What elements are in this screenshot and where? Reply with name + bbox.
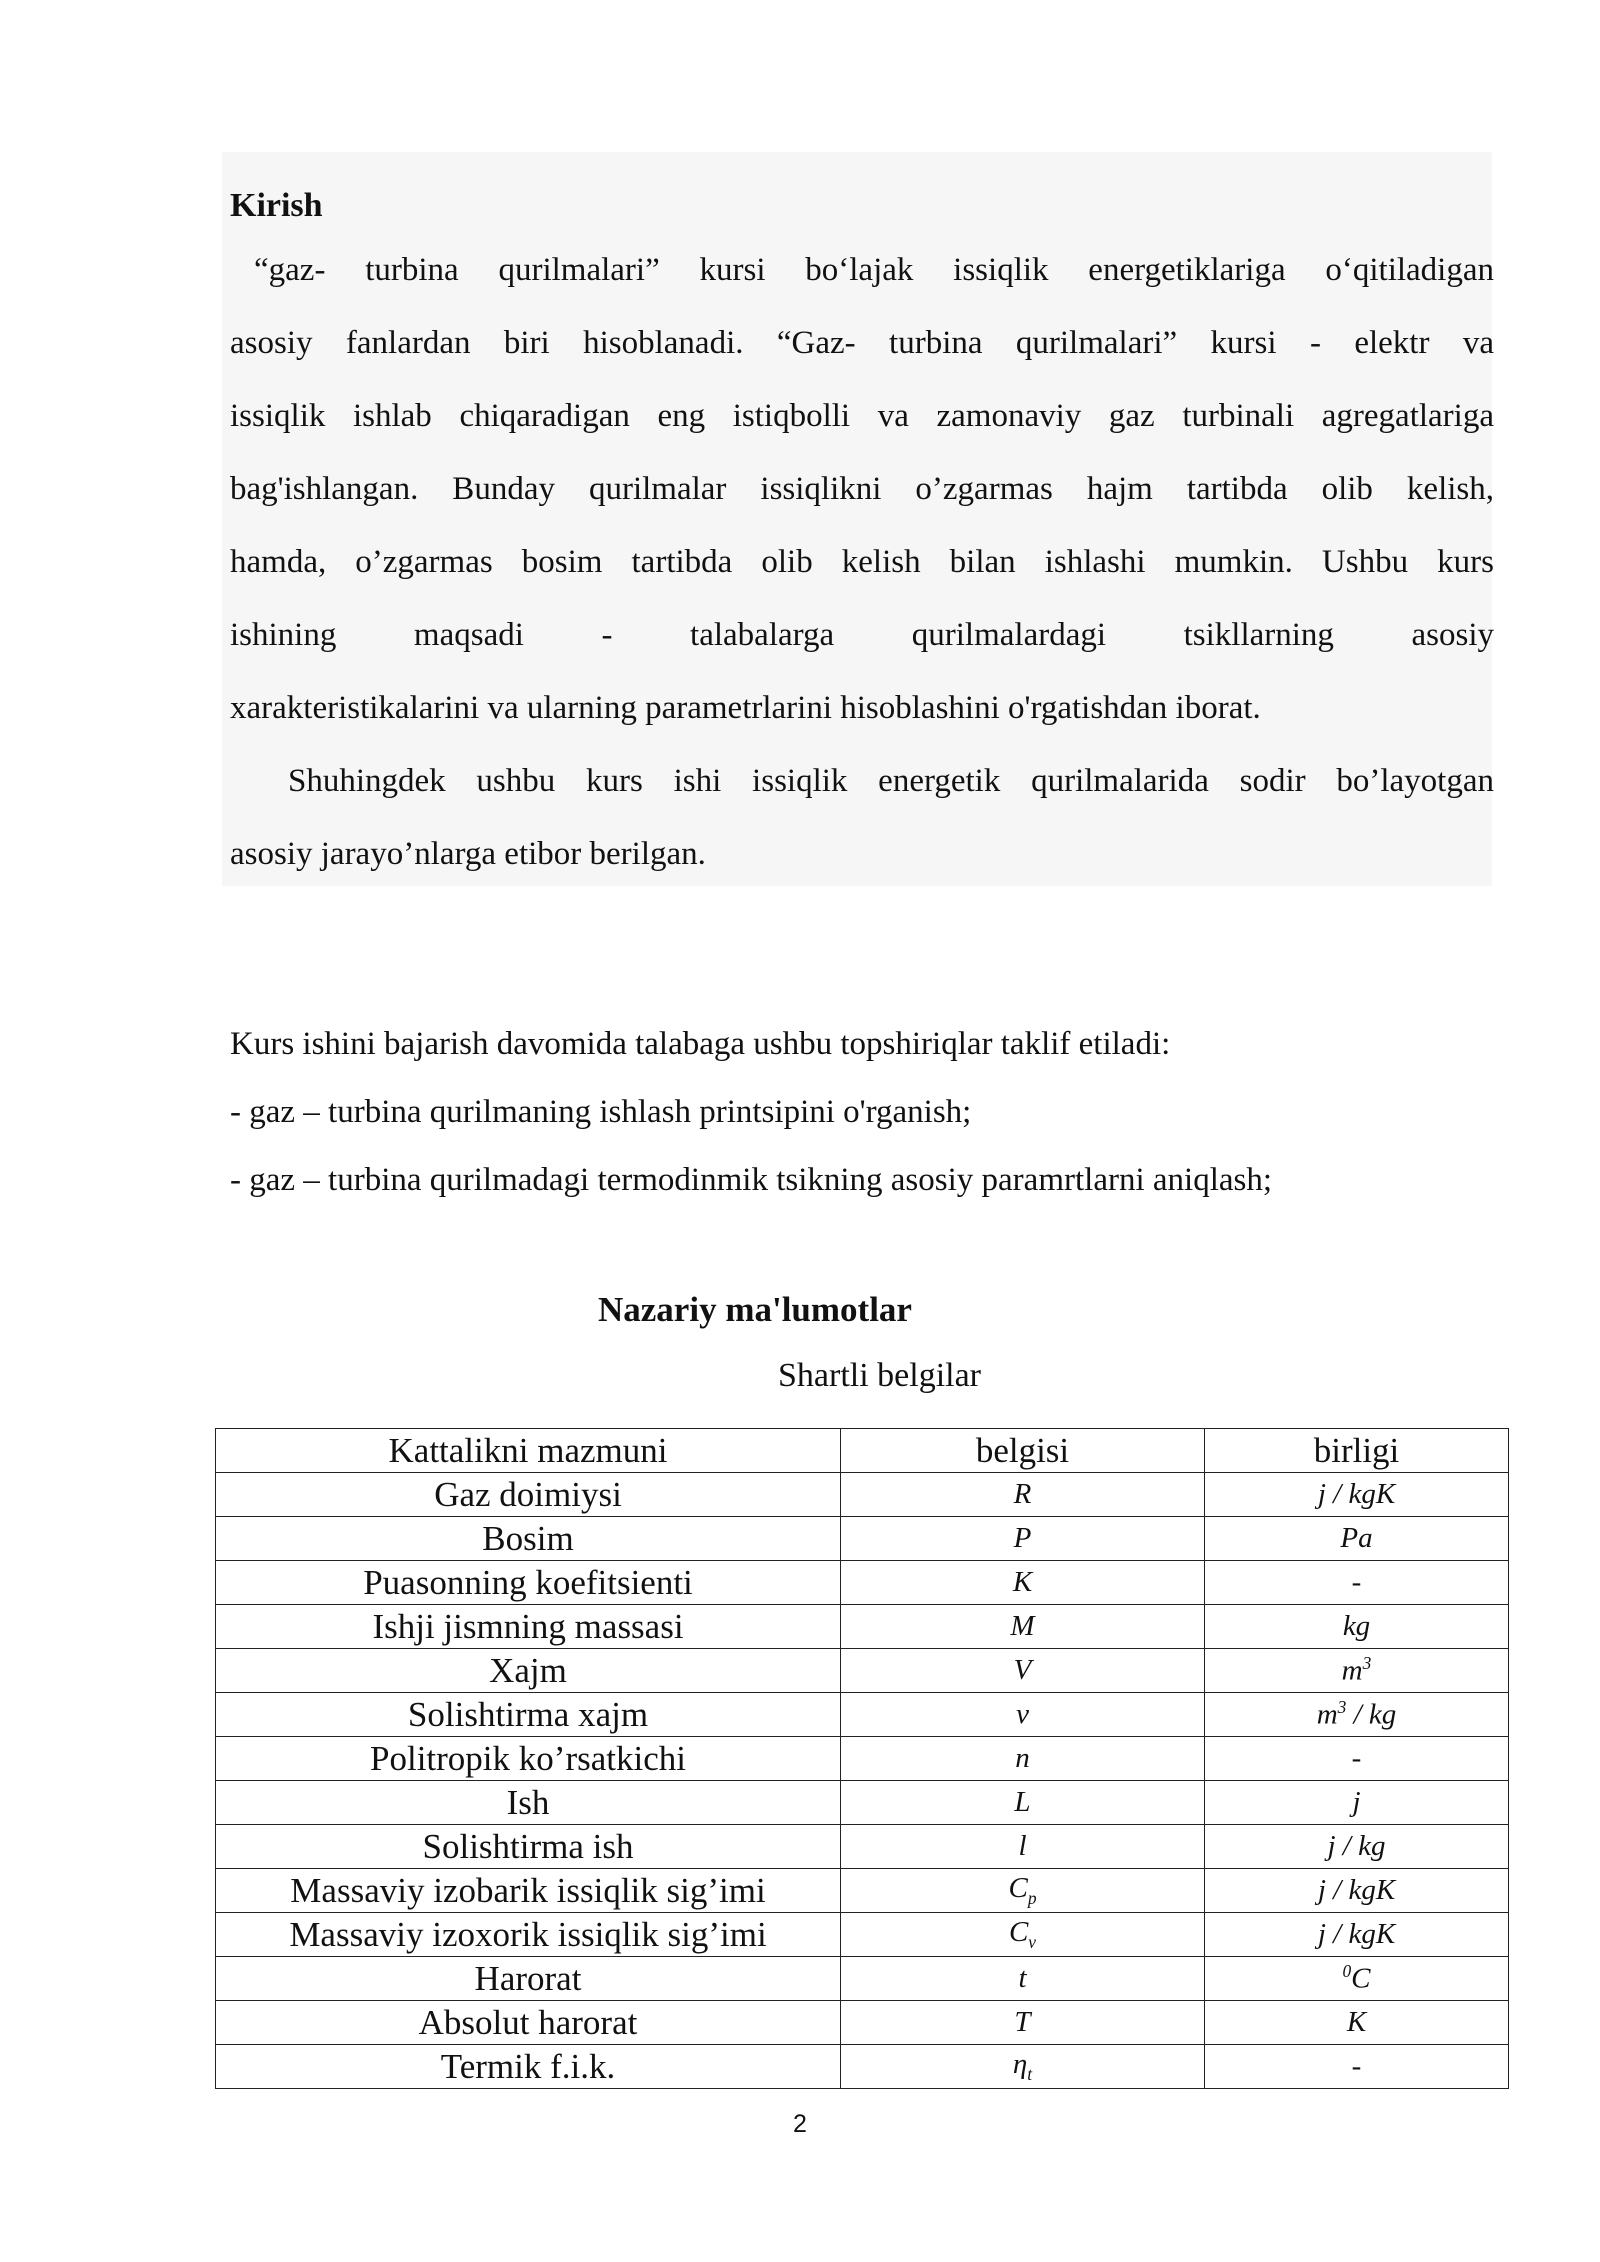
table-row <box>216 1561 1509 1605</box>
unit-cell <box>1205 1869 1509 1913</box>
symbols-table <box>215 1428 1509 2089</box>
symbol-cell <box>841 1781 1205 1825</box>
symbol-text: C <box>1008 1872 1028 1905</box>
unit-tail: / kg <box>1346 1698 1397 1731</box>
unit-cell <box>1205 1957 1509 2001</box>
symbol-text: η <box>1012 2048 1028 2081</box>
table-row <box>216 1781 1509 1825</box>
quantity-cell: Ish <box>216 1781 841 1825</box>
quantity-cell: Puasonning koefitsienti <box>216 1561 841 1605</box>
symbol-cell <box>841 1957 1205 2001</box>
theory-title: Nazariy ma'lumotlar <box>598 1290 912 1329</box>
unit-cell <box>1205 1561 1509 1605</box>
symbol-text: t <box>1018 1962 1027 1994</box>
table-body <box>216 1473 1509 2089</box>
table-row <box>216 1649 1509 1693</box>
intro-section <box>230 178 1494 891</box>
unit-cell <box>1205 1737 1509 1781</box>
symbol-cell <box>841 1561 1205 1605</box>
unit-text: j / kgK <box>1317 1478 1396 1510</box>
page-number: 2 <box>793 2110 807 2138</box>
header-unit: birligi <box>1205 1429 1509 1473</box>
symbol-text: R <box>1013 1478 1032 1510</box>
symbol-text: v <box>1016 1698 1029 1730</box>
symbol-cell <box>841 2045 1205 2089</box>
quantity-cell: Termik f.i.k. <box>216 2045 841 2089</box>
unit-superscript: 3 <box>1362 1653 1372 1674</box>
theory-subtitle: Shartli belgilar <box>778 1357 982 1394</box>
unit-text: - <box>1351 1742 1362 1774</box>
unit-text: K <box>1346 2006 1367 2038</box>
unit-text: m <box>1316 1698 1338 1731</box>
table-row <box>216 1913 1509 1957</box>
symbol-text: n <box>1015 1742 1030 1774</box>
tasks-section <box>230 1010 1494 1214</box>
unit-text: - <box>1351 1566 1362 1598</box>
symbol-text: P <box>1013 1522 1032 1554</box>
task-item: - gaz – turbina qurilmaning ishlash printsipini o'rganish; <box>230 1094 972 1130</box>
symbol-text: M <box>1010 1610 1035 1642</box>
unit-cell <box>1205 1517 1509 1561</box>
symbol-subscript: v <box>1028 1931 1037 1952</box>
header-symbol: belgisi <box>841 1429 1205 1473</box>
intro-p1-line: xarakteristikalarini va ularning parametrlarini hisoblashini o'rgatishdan iborat. <box>230 690 1261 726</box>
table-row <box>216 1825 1509 1869</box>
unit-text: j / kgK <box>1317 1918 1396 1950</box>
symbol-subscript: p <box>1027 1887 1037 1908</box>
header-quantity: Kattalikni mazmuni <box>216 1429 841 1473</box>
intro-paragraph-1 <box>230 234 1494 745</box>
table-row <box>216 2045 1509 2089</box>
symbol-cell <box>841 1693 1205 1737</box>
quantity-cell: Bosim <box>216 1517 841 1561</box>
intro-p1-line: hamda, o’zgarmas bosim tartibda olib kelish bilan ishlashi mumkin. Ushbu kurs <box>230 544 1494 580</box>
intro-p1-line: bag'ishlangan. Bunday qurilmalar issiqlikni o’zgarmas hajm tartibda olib kelish, <box>230 471 1494 507</box>
quantity-cell: Xajm <box>216 1649 841 1693</box>
unit-text: kg <box>1342 1610 1371 1642</box>
unit-cell <box>1205 1781 1509 1825</box>
intro-heading: Kirish <box>230 187 323 224</box>
symbol-text: C <box>1008 1916 1029 1949</box>
symbol-cell <box>841 1869 1205 1913</box>
symbol-text: l <box>1018 1830 1027 1862</box>
table-row <box>216 1957 1509 2001</box>
unit-cell <box>1205 1825 1509 1869</box>
intro-paragraph-2 <box>230 745 1494 891</box>
unit-text: j / kg <box>1327 1830 1386 1862</box>
table-row <box>216 1517 1509 1561</box>
symbol-cell <box>841 1517 1205 1561</box>
task-item: - gaz – turbina qurilmadagi termodinmik tsikning asosiy paramrtlarni aniqlash; <box>230 1162 1273 1198</box>
symbol-cell <box>841 2001 1205 2045</box>
symbol-cell <box>841 1737 1205 1781</box>
symbol-cell <box>841 1825 1205 1869</box>
table-header-row <box>216 1429 1509 1473</box>
unit-cell <box>1205 1605 1509 1649</box>
unit-cell <box>1205 1693 1509 1737</box>
intro-p1-line: asosiy fanlardan biri hisoblanadi. “Gaz- turbina qurilmalari” kursi - elektr va <box>230 325 1494 361</box>
symbol-text: K <box>1012 1566 1033 1598</box>
unit-text: - <box>1351 2050 1362 2082</box>
symbol-cell <box>841 1473 1205 1517</box>
unit-text: j / kgK <box>1317 1874 1396 1906</box>
unit-cell <box>1205 1473 1509 1517</box>
intro-p1-line: issiqlik ishlab chiqaradigan eng istiqbolli va zamonaviy gaz turbinali agregatlariga <box>230 398 1494 434</box>
unit-degree-superscript: 0 <box>1342 1961 1352 1982</box>
table-row <box>216 1605 1509 1649</box>
unit-superscript: 3 <box>1337 1697 1347 1718</box>
quantity-cell: Massaviy izobarik issiqlik sig’imi <box>216 1869 841 1913</box>
unit-text: m <box>1341 1654 1363 1687</box>
unit-text: j <box>1352 1786 1361 1818</box>
unit-text: C <box>1351 1962 1371 1995</box>
intro-p1-line: ishining maqsadi - talabalarga qurilmalardagi tsikllarning asosiy <box>230 617 1494 653</box>
table-row <box>216 1737 1509 1781</box>
quantity-cell: Solishtirma ish <box>216 1825 841 1869</box>
quantity-cell: Massaviy izoxorik issiqlik sig’imi <box>216 1913 841 1957</box>
intro-p1-line: “gaz- turbina qurilmalari” kursi bo‘lajak issiqlik energetiklariga o‘qitiladigan <box>254 252 1494 288</box>
symbol-text: L <box>1014 1786 1031 1818</box>
symbol-cell <box>841 1649 1205 1693</box>
intro-p2-line: asosiy jarayo’nlarga etibor berilgan. <box>230 836 706 872</box>
symbol-text: T <box>1014 2006 1031 2038</box>
symbol-text: V <box>1013 1654 1032 1686</box>
table-row <box>216 1693 1509 1737</box>
quantity-cell: Ishji jismning massasi <box>216 1605 841 1649</box>
quantity-cell: Gaz doimiysi <box>216 1473 841 1517</box>
unit-cell <box>1205 1649 1509 1693</box>
symbol-cell <box>841 1605 1205 1649</box>
quantity-cell: Politropik ko’rsatkichi <box>216 1737 841 1781</box>
unit-cell <box>1205 1913 1509 1957</box>
symbol-subscript: t <box>1027 2063 1033 2084</box>
intro-p2-line: Shuhingdek ushbu kurs ishi issiqlik energetik qurilmalarida sodir bo’layotgan <box>288 763 1494 799</box>
table-row <box>216 1869 1509 1913</box>
unit-text: Pa <box>1340 1522 1373 1554</box>
unit-cell <box>1205 2001 1509 2045</box>
quantity-cell: Absolut harorat <box>216 2001 841 2045</box>
unit-cell <box>1205 2045 1509 2089</box>
table-row <box>216 1473 1509 1517</box>
quantity-cell: Harorat <box>216 1957 841 2001</box>
quantity-cell: Solishtirma xajm <box>216 1693 841 1737</box>
tasks-list <box>230 1078 1494 1214</box>
table-row <box>216 2001 1509 2045</box>
tasks-lead: Kurs ishini bajarish davomida talabaga ushbu topshiriqlar taklif etiladi: <box>230 1026 1171 1062</box>
symbol-cell <box>841 1913 1205 1957</box>
